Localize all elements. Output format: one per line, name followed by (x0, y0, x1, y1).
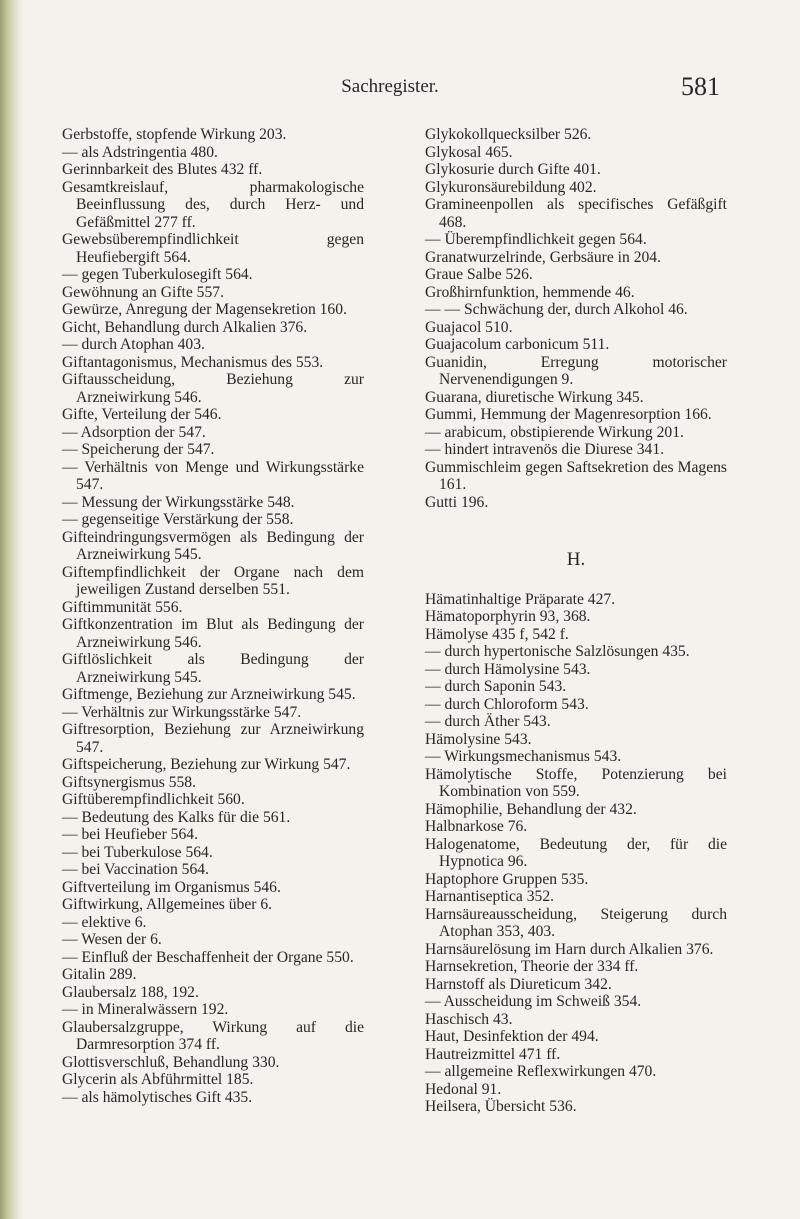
index-entry: — hindert intravenös die Diurese 341. (425, 441, 665, 458)
index-entry: Glaubersalzgruppe, Wirkung auf die Darmresorption 374 ff. (62, 1018, 364, 1053)
index-entry: Gifte, Verteilung der 546. (62, 406, 222, 423)
index-entry: Hämophilie, Behandlung der 432. (425, 800, 637, 818)
index-entry: Harnsekretion, Theorie der 334 ff. (425, 958, 639, 975)
index-entry: — durch Saponin 543. (425, 678, 567, 695)
index-entry: — in Mineralwässern 192. (62, 1001, 229, 1018)
index-entry: Hämolytische Stoffe, Potenzierung bei Kombination von 559. (425, 765, 727, 800)
index-entry: Giftimmunität 556. (62, 598, 183, 616)
index-entry: Gicht, Behandlung durch Alkalien 376. (62, 318, 308, 336)
index-entry: Harnstoff als Diureticum 342. (425, 975, 612, 993)
index-entry: — bei Heufieber 564. (62, 826, 198, 843)
index-entry: — Messung der Wirkungsstärke 548. (62, 493, 295, 511)
index-entry: Haut, Desinfektion der 494. (425, 1028, 599, 1045)
index-entry: Heilsera, Übersicht 536. (425, 1098, 577, 1115)
index-entry: — Ausscheidung im Schweiß 354. (425, 993, 642, 1010)
index-entry: — als hämolytisches Gift 435. (62, 1088, 253, 1106)
right-index-column (425, 126, 727, 1116)
index-entry: Glycerin als Abführmittel 185. (62, 1071, 254, 1088)
index-entry: Guajacolum carbonicum 511. (425, 336, 610, 353)
index-entry: Giftverteilung im Organismus 546. (62, 878, 281, 896)
index-entry: Halogenatome, Bedeutung der, für die Hypnotica 96. (425, 835, 727, 870)
index-entry: — bei Tuberkulose 564. (62, 843, 213, 861)
index-entry: Gifteindringungsvermögen als Bedingung der Arzneiwirkung 545. (62, 528, 364, 563)
index-entry: Giftantagonismus, Mechanismus des 553. (62, 353, 324, 371)
index-entry: — — Schwächung der, durch Alkohol 46. (425, 301, 688, 318)
index-entry: Haschisch 43. (425, 1010, 513, 1028)
index-entry: — Wesen der 6. (62, 931, 162, 948)
index-entry: — durch Chloroform 543. (425, 695, 589, 713)
index-entry: Hämatinhaltige Präparate 427. (425, 590, 616, 608)
index-entry: Glykokollquecksilber 526. (425, 126, 592, 143)
index-entry: Giftspeicherung, Beziehung zur Wirkung 547. (62, 756, 351, 773)
index-entry: Glottisverschluß, Behandlung 330. (62, 1053, 280, 1071)
index-entry: Hedonal 91. (425, 1080, 502, 1098)
index-entry: Hämolysine 543. (425, 730, 532, 748)
index-entry: — durch Äther 543. (425, 713, 551, 730)
index-entry: Graue Salbe 526. (425, 266, 533, 283)
index-entry: — arabicum, obstipierende Wirkung 201. (425, 423, 684, 441)
index-entry: — Speicherung der 547. (62, 441, 215, 458)
page-edge-shadow (0, 0, 24, 1219)
index-entry: Giftüberempfindlichkeit 560. (62, 791, 245, 808)
index-entry: — gegen Tuberkulosegift 564. (62, 266, 253, 283)
index-entry: Giftmenge, Beziehung zur Arzneiwirkung 545. (62, 686, 356, 703)
index-entry: Guarana, diuretische Wirkung 345. (425, 388, 644, 406)
index-entry: Guajacol 510. (425, 318, 513, 336)
index-entry: Harnantiseptica 352. (425, 888, 555, 905)
page-header (60, 72, 720, 102)
page-number: 581 (681, 72, 720, 101)
index-entry: Giftkonzentration im Blut als Bedingung der Arzneiwirkung 546. (62, 616, 364, 651)
index-entry: — bei Vaccination 564. (62, 861, 209, 878)
index-entry: Giftwirkung, Allgemeines über 6. (62, 896, 273, 913)
index-entry: Glykuronsäurebildung 402. (425, 178, 597, 196)
index-entry: Giftresorption, Beziehung zur Arzneiwirkung 547. (62, 721, 364, 756)
index-entry: Hämatoporphyrin 93, 368. (425, 608, 591, 625)
index-entry: — Einfluß der Beschaffenheit der Organe 550. (62, 948, 354, 966)
index-entry: Glykosurie durch Gifte 401. (425, 161, 601, 178)
index-entry: Halbnarkose 76. (425, 818, 528, 835)
left-index-column (62, 126, 364, 1106)
running-title: Sachregister. (341, 76, 439, 97)
index-entry: Harnsäureausscheidung, Steigerung durch Atophan 353, 403. (425, 905, 727, 940)
index-entry: — Verhältnis von Menge und Wirkungsstärke 547. (62, 458, 364, 493)
index-entry: — Bedeutung des Kalks für die 561. (62, 808, 291, 826)
index-group-h (425, 591, 727, 1116)
index-entry: Gewöhnung an Gifte 557. (62, 283, 224, 301)
index-entry: — Verhältnis zur Wirkungsstärke 547. (62, 703, 302, 721)
index-entry: — als Adstringentia 480. (62, 143, 218, 161)
index-entry: — durch Atophan 403. (62, 336, 205, 353)
index-entry: Großhirnfunktion, hemmende 46. (425, 283, 635, 301)
index-entry: Hämolyse 435 f, 542 f. (425, 625, 569, 643)
index-entry: Giftempfindlichkeit der Organe nach dem jeweiligen Zustand derselben 551. (62, 563, 364, 598)
index-entry: — allgemeine Reflexwirkungen 470. (425, 1063, 657, 1080)
index-entry: Giftausscheidung, Beziehung zur Arzneiwirkung 546. (62, 371, 364, 406)
index-entry: Gutti 196. (425, 493, 489, 511)
index-entry: Granatwurzelrinde, Gerbsäure in 204. (425, 248, 661, 266)
index-entry: — Adsorption der 547. (62, 423, 206, 441)
index-entry: Giftsynergismus 558. (62, 773, 196, 791)
index-entry: — elektive 6. (62, 913, 147, 931)
index-entry: — Überempfindlichkeit gegen 564. (425, 231, 647, 248)
index-entry: — Wirkungsmechanismus 543. (425, 748, 622, 765)
index-entry: Gewürze, Anregung der Magensekretion 160. (62, 301, 347, 318)
index-entry: — gegenseitige Verstärkung der 558. (62, 511, 294, 528)
index-entry: Gummischleim gegen Saftsekretion des Magens 161. (425, 458, 727, 493)
index-entry: Haptophore Gruppen 535. (425, 870, 589, 888)
index-entry: Gramineenpollen als specifisches Gefäßgift 468. (425, 196, 727, 231)
index-entry: Guanidin, Erregung motorischer Nervenendigungen 9. (425, 353, 727, 388)
section-letter-h: H. (566, 549, 586, 570)
index-entry: — durch hypertonische Salzlösungen 435. (425, 643, 690, 660)
index-entry: — durch Hämolysine 543. (425, 660, 591, 678)
index-entry: Gerbstoffe, stopfende Wirkung 203. (62, 126, 287, 143)
index-entry: Harnsäurelösung im Harn durch Alkalien 376. (425, 940, 714, 958)
index-entry: Gitalin 289. (62, 966, 137, 983)
index-entry: Glaubersalz 188, 192. (62, 983, 199, 1001)
index-entry: Giftlöslichkeit als Bedingung der Arzneiwirkung 545. (62, 651, 364, 686)
index-entry: Gewebsüberempfindlichkeit gegen Heufiebergift 564. (62, 231, 364, 266)
index-entry: Glykosal 465. (425, 143, 513, 161)
index-entry: Gesamtkreislauf, pharmakologische Beeinflussung des, durch Herz- und Gefäßmittel 277 ff. (62, 178, 364, 231)
index-group-g (425, 126, 727, 511)
index-entry: Gummi, Hemmung der Magenresorption 166. (425, 406, 712, 423)
index-entry: Gerinnbarkeit des Blutes 432 ff. (62, 161, 263, 178)
index-entry: Hautreizmittel 471 ff. (425, 1045, 561, 1063)
